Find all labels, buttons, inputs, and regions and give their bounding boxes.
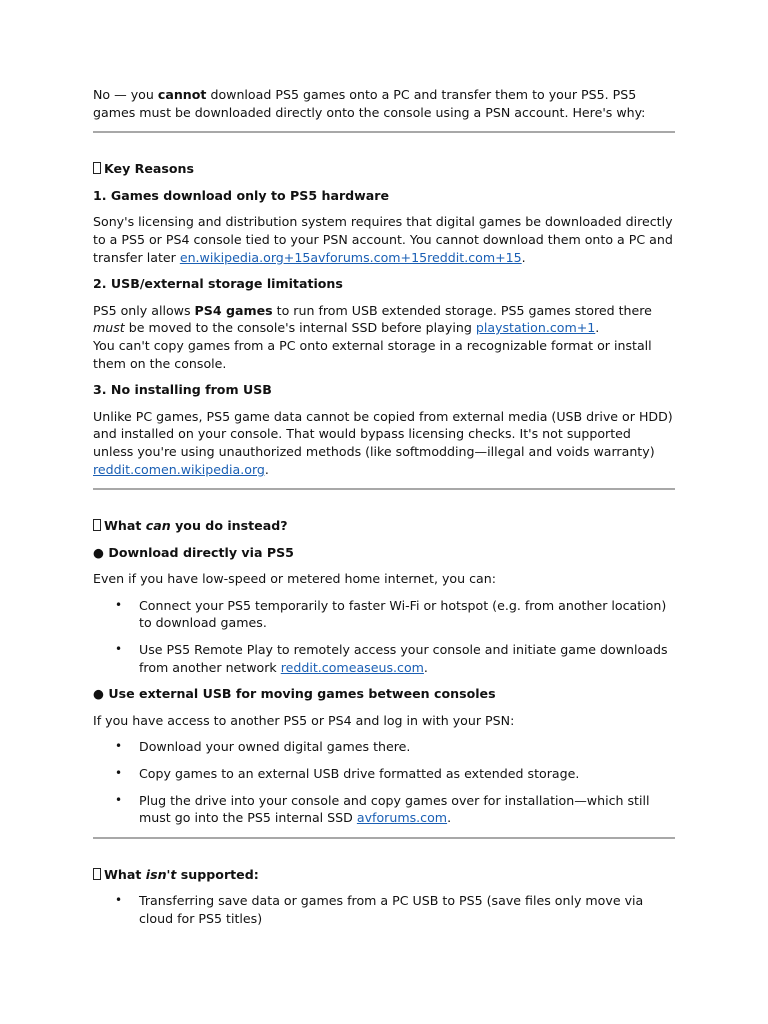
source-link-playstation[interactable]: playstation.com+1 bbox=[475, 320, 596, 336]
external-usb-title: ● Use external USB for moving games between consoles bbox=[93, 686, 496, 702]
key-reasons-heading: Key Reasons bbox=[93, 160, 675, 178]
download-directly-list bbox=[93, 597, 675, 676]
section-divider bbox=[93, 837, 675, 839]
list-item: • Connect your PS5 temporarily to faster Wi-Fi or hotspot (e.g. from another location) to download games. bbox=[115, 597, 667, 631]
reason-1-text: Sony's licensing and distribution system requires that digital games be downloaded directly to a PS5 or PS4 console tied to your PSN account. You cannot download them onto a PC and transfer later en.wikipedia.org+15avforums.com+15reddit.com+15. bbox=[93, 214, 673, 265]
reason-2-title: 2. USB/external storage limitations bbox=[93, 276, 343, 292]
list-item: • Use PS5 Remote Play to remotely access your console and initiate game downloads from another network reddit.comeaseus.com. bbox=[115, 642, 668, 675]
cross-icon bbox=[93, 868, 101, 880]
source-link-reddit-wikipedia[interactable]: reddit.comen.wikipedia.org bbox=[93, 461, 265, 477]
list-item: • Plug the drive into your console and copy games over for installation—which still must go into the PS5 internal SSD avforums.com. bbox=[115, 792, 650, 826]
external-usb-list bbox=[93, 738, 675, 826]
key-icon bbox=[93, 162, 101, 174]
document-content bbox=[93, 86, 675, 937]
list-item: • Copy games to an external USB drive formatted as extended storage. bbox=[115, 766, 580, 782]
instead-heading: What can you do instead? bbox=[93, 517, 675, 535]
list-item: • Transferring save data or games from a PC USB to PS5 (save files only move via cloud for PS5 titles) bbox=[115, 893, 644, 926]
bullet-icon: • bbox=[115, 766, 123, 781]
list-item: • Download your owned digital games there. bbox=[115, 739, 411, 755]
not-supported-list bbox=[93, 892, 675, 927]
section-divider bbox=[93, 131, 675, 133]
not-supported-heading: What isn't supported: bbox=[93, 866, 675, 884]
source-link-reddit-easeus[interactable]: reddit.comeaseus.com bbox=[280, 659, 424, 675]
download-directly-intro: Even if you have low-speed or metered home internet, you can: bbox=[93, 571, 496, 587]
source-link-avforums[interactable]: avforums.com bbox=[356, 810, 448, 826]
bullet-icon: • bbox=[115, 893, 123, 908]
check-icon bbox=[93, 519, 101, 531]
bullet-icon: • bbox=[115, 739, 123, 754]
reason-3-title: 3. No installing from USB bbox=[93, 382, 272, 398]
external-usb-intro: If you have access to another PS5 or PS4 and log in with your PSN: bbox=[93, 712, 515, 728]
bullet-icon: • bbox=[115, 642, 123, 657]
bullet-icon: • bbox=[115, 792, 123, 807]
reason-3-text: Unlike PC games, PS5 game data cannot be copied from external media (USB drive or HDD) and installed on your console. That would bypass licensing checks. It's not supported unless you're using unauthorized methods (like softmodding—illegal and voids warranty) reddit.comen.wikipedia.org. bbox=[93, 408, 673, 477]
download-directly-title: ● Download directly via PS5 bbox=[93, 544, 294, 560]
intro-paragraph: No — you cannot download PS5 games onto a PC and transfer them to your PS5. PS5 games must be downloaded directly onto the console using a PSN account. Here's why: bbox=[93, 87, 646, 120]
reason-1-title: 1. Games download only to PS5 hardware bbox=[93, 187, 390, 203]
reason-2-text: PS5 only allows PS4 games to run from USB extended storage. PS5 games stored there must be moved to the console's internal SSD before playing playstation.com+1. You can't copy games from a PC onto external storage in a recognizable format or install them on the console. bbox=[93, 302, 652, 371]
emphasis-cannot: cannot bbox=[157, 87, 207, 102]
section-divider bbox=[93, 488, 675, 490]
bullet-icon: • bbox=[115, 597, 123, 612]
source-link-wikipedia-avforums-reddit[interactable]: en.wikipedia.org+15avforums.com+15reddit.com+15 bbox=[179, 249, 522, 265]
